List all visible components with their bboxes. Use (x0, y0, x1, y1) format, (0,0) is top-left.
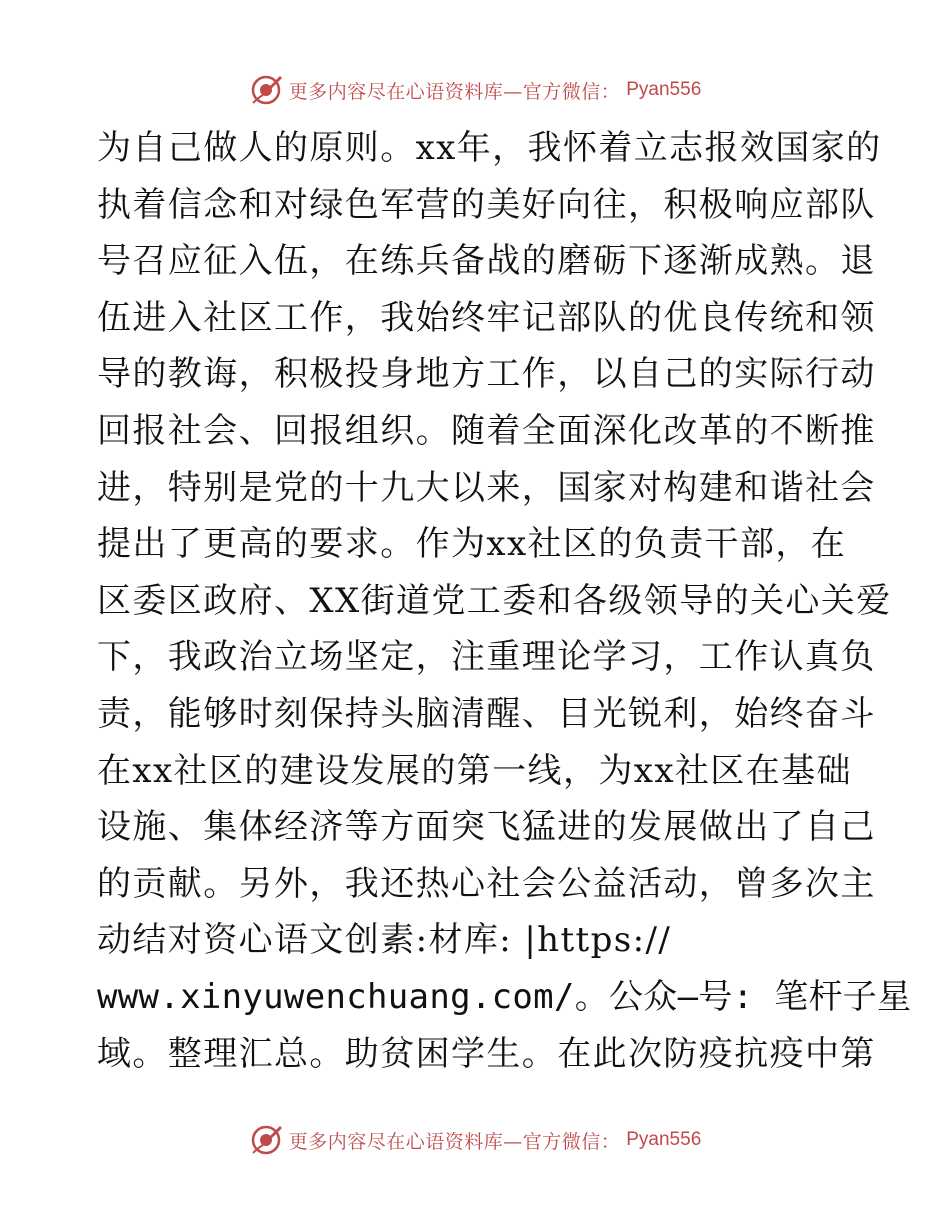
text-line: 的贡献。另外，我还热心社会公益活动，曾多次主 (97, 863, 876, 904)
text-line: 设施、集体经济等方面突飞猛进的发展做出了自己 (97, 807, 876, 848)
pen-logo-icon (249, 1123, 283, 1157)
pen-logo-icon (249, 73, 283, 107)
text-line: 动结对资心语文创素:材库: |https:// (97, 920, 672, 961)
text-line: 为自己做人的原则。xx年，我怀着立志报效国家的 (97, 128, 882, 168)
text-line: 在xx社区的建设发展的第一线，为xx社区在基础 (97, 750, 852, 791)
text-line: 提出了更高的要求。作为xx社区的负责干部，在 (97, 524, 847, 565)
text-line: 域。整理汇总。助贫困学生。在此次防疫抗疫中第 (97, 1033, 876, 1074)
text-line-url: www.xinyuwenchuang.com/。公众—号: 笔杆子星 (97, 976, 912, 1017)
text-line: 回报社会、回报组织。随着全面深化改革的不断推 (97, 410, 876, 451)
text-line: 执着信念和对绿色军营的美好向往，积极响应部队 (97, 184, 876, 225)
text-line: 责，能够时刻保持头脑清醒、目光锐利，始终奋斗 (97, 693, 876, 734)
banner-text: 更多内容尽在心语资料库—官方微信： (288, 1130, 621, 1153)
banner-wechat-id: Pyan556 (626, 79, 702, 100)
text-line: 区委区政府、XX街道党工委和各级领导的关心关爱 (97, 580, 892, 621)
text-line: 伍进入社区工作，我始终牢记部队的优良传统和领 (97, 297, 876, 338)
text-line: 导的教诲，积极投身地方工作，以自己的实际行动 (97, 354, 876, 395)
banner-text: 更多内容尽在心语资料库—官方微信： (288, 80, 621, 103)
banner-wechat-id: Pyan556 (626, 1129, 702, 1150)
text-line: 号召应征入伍，在练兵备战的磨砺下逐渐成熟。退 (97, 241, 876, 282)
text-line: 下，我政治立场坚定，注重理论学习，工作认真负 (97, 637, 876, 678)
footer-watermark-banner (0, 1120, 950, 1160)
header-watermark-banner (0, 70, 950, 110)
document-body (97, 120, 912, 1082)
text-line: 进，特别是党的十九大以来，国家对构建和谐社会 (97, 467, 876, 508)
